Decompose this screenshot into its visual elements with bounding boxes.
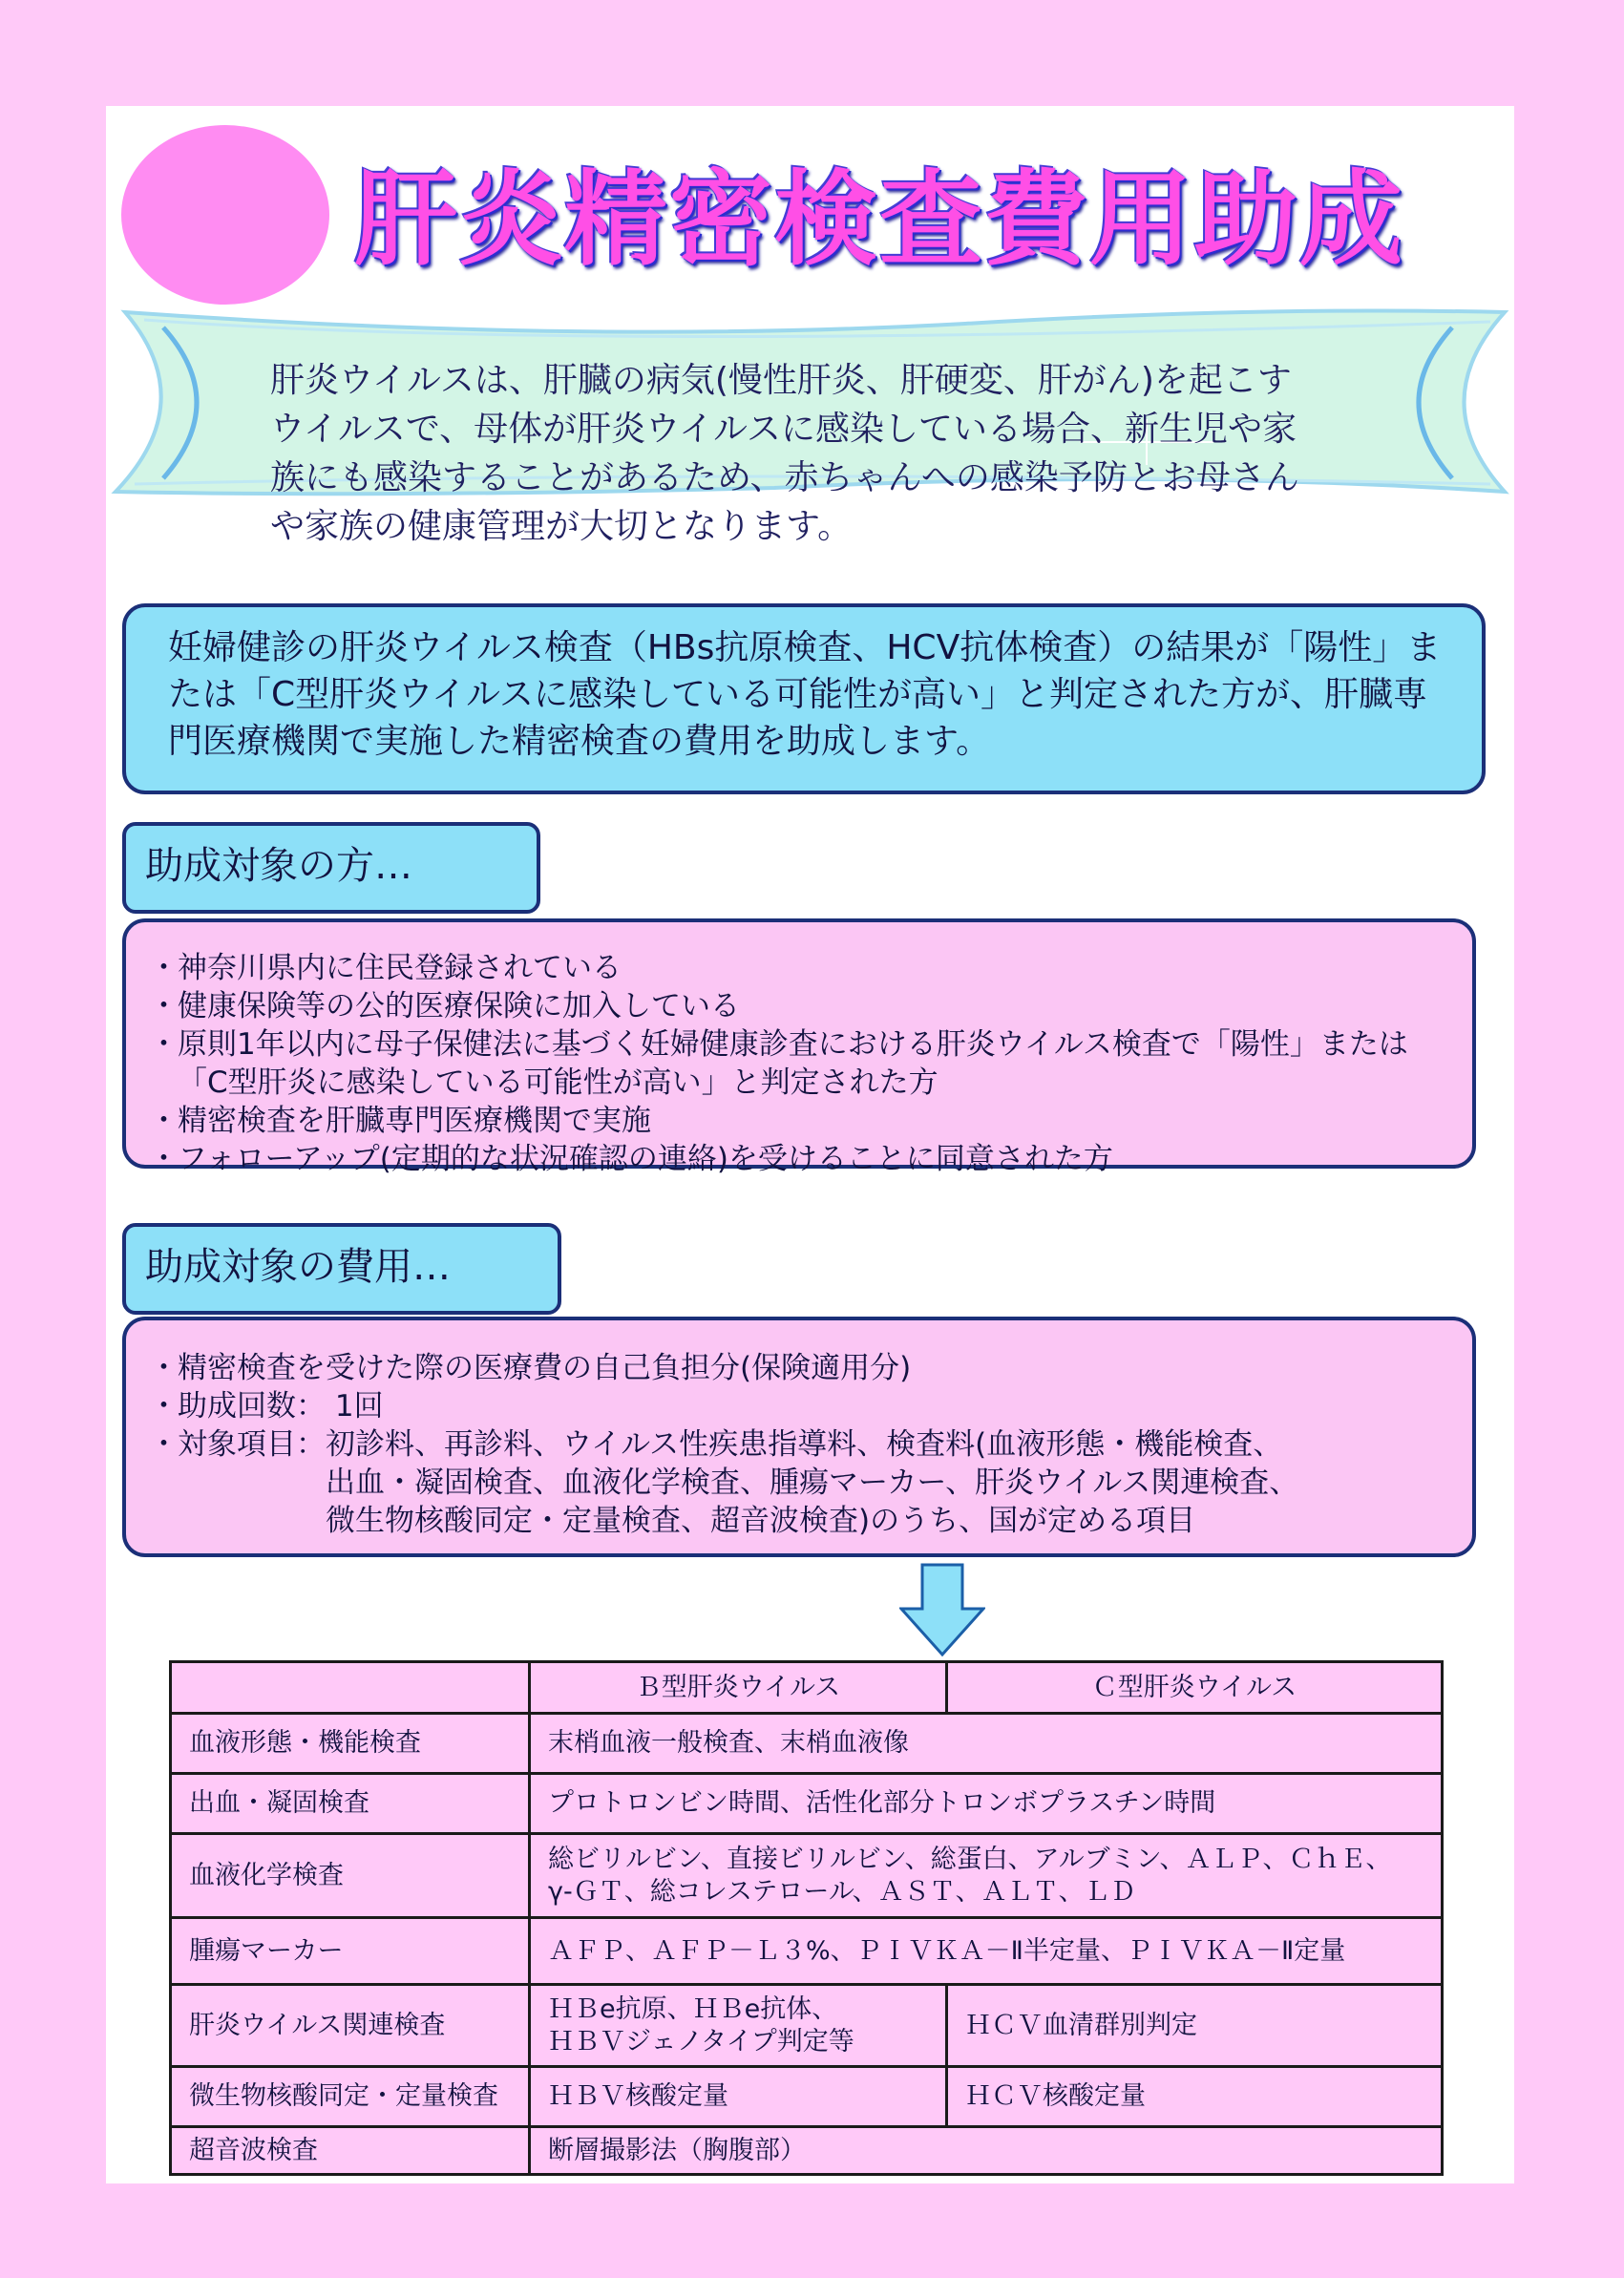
row-value: 断層撮影法（胸腹部） bbox=[530, 2127, 1443, 2175]
row-value: プロトロンビン時間、活性化部分トロンボプラスチン時間 bbox=[530, 1774, 1443, 1834]
row-value-line: 総ビリルビン、直接ビリルビン、総蛋白、アルブミン、ＡＬＰ、ＣｈＥ、 bbox=[548, 1844, 1392, 1874]
row-value-b: ＨＢＶ核酸定量 bbox=[530, 2067, 947, 2127]
eligible-item bbox=[149, 1025, 1453, 1102]
exam-items-table bbox=[169, 1660, 1444, 2176]
row-value-b bbox=[530, 1985, 947, 2067]
table-header-cell: Ｃ型肝炎ウイルス bbox=[947, 1662, 1443, 1714]
target-line: 出血・凝固検査、血液化学検査、腫瘍マーカー、肝炎ウイルス関連検査、 bbox=[326, 1466, 1299, 1500]
table-row bbox=[171, 1774, 1443, 1834]
target-values bbox=[326, 1425, 1298, 1540]
target-line: 初診料、再診料、ウイルス性疾患指導料、検査料(血液形態・機能検査、 bbox=[326, 1427, 1283, 1462]
decorative-circle bbox=[121, 125, 329, 305]
row-value: ＡＦＰ、ＡＦＰ－Ｌ３%、ＰＩＶＫＡ－Ⅱ半定量、ＰＩＶＫＡ－Ⅱ定量 bbox=[530, 1918, 1443, 1985]
row-value-c: ＨＣＶ核酸定量 bbox=[947, 2067, 1443, 2127]
row-label: 肝炎ウイルス関連検査 bbox=[171, 1985, 530, 2067]
eligible-item: ・ 精密検査を肝臓専門医療機関で実施 bbox=[149, 1102, 1453, 1140]
eligible-item: ・ フォローアップ(定期的な状況確認の連絡)を受けることに同意された方 bbox=[149, 1140, 1453, 1178]
cost-item bbox=[149, 1387, 1453, 1425]
flyer-page bbox=[106, 106, 1514, 2183]
table-header-cell: Ｂ型肝炎ウイルス bbox=[530, 1662, 947, 1714]
row-value-line: ＨＢe抗原、ＨＢe抗体、 bbox=[548, 1993, 838, 2024]
target-label: ・ 対象項目： bbox=[178, 1427, 326, 1462]
row-label: 出血・凝固検査 bbox=[171, 1774, 530, 1834]
eligible-item-continuation: 「C型肝炎に感染している可能性が高い」と判定された方 bbox=[178, 1065, 939, 1100]
table-row bbox=[171, 2067, 1443, 2127]
eligible-heading bbox=[122, 822, 540, 914]
summary-box bbox=[122, 603, 1486, 794]
table-row bbox=[171, 1834, 1443, 1918]
costs-box bbox=[122, 1317, 1476, 1557]
row-value-c: ＨＣＶ血清群別判定 bbox=[947, 1985, 1443, 2067]
row-value bbox=[530, 1834, 1443, 1918]
table-row bbox=[171, 1918, 1443, 1985]
row-value-line: ＨＢＶジェノタイプ判定等 bbox=[548, 2026, 854, 2057]
cost-item bbox=[149, 1425, 1453, 1540]
page-title: 肝炎精密検査費用助成 bbox=[354, 160, 1405, 280]
row-value: 末梢血液一般検査、末梢血液像 bbox=[530, 1714, 1443, 1774]
row-value-line: γ-ＧＴ、総コレステロール、ＡＳＴ、ＡＬＴ、ＬＤ bbox=[548, 1876, 1136, 1907]
table-header-row bbox=[171, 1662, 1443, 1714]
row-label: 微生物核酸同定・定量検査 bbox=[171, 2067, 530, 2127]
target-line: 微生物核酸同定・定量検査、超音波検査)のうち、国が定める項目 bbox=[326, 1504, 1196, 1538]
count-label: 助成回数： bbox=[178, 1389, 326, 1424]
table-header-cell bbox=[171, 1662, 530, 1714]
eligible-item: ・ 神奈川県内に住民登録されている bbox=[149, 949, 1453, 987]
row-label: 腫瘍マーカー bbox=[171, 1918, 530, 1985]
cost-item: ・ 精密検査を受けた際の医療費の自己負担分(保険適用分) bbox=[149, 1349, 1453, 1387]
costs-heading-text: 助成対象の費用… bbox=[145, 1245, 451, 1289]
row-label: 血液形態・機能検査 bbox=[171, 1714, 530, 1774]
eligible-heading-text: 助成対象の方… bbox=[145, 844, 412, 888]
intro-text: 肝炎ウイルスは、肝臓の病気(慢性肝炎、肝硬変、肝がん)を起こすウイルスで、母体が肝炎ウイルスに感染している場合、新生児や家族にも感染することがあるため、赤ちゃんへの感染予防とお母さんや家族の健康管理が大切となります。 bbox=[270, 361, 1299, 546]
table-row bbox=[171, 1714, 1443, 1774]
eligible-item: ・ 健康保険等の公的医療保険に加入している bbox=[149, 987, 1453, 1025]
eligible-item-text: 原則1年以内に母子保健法に基づく妊婦健康診査における肝炎ウイルス検査で「陽性」または bbox=[178, 1027, 1408, 1062]
down-arrow-icon bbox=[899, 1563, 985, 1656]
table-row bbox=[171, 2127, 1443, 2175]
row-label: 血液化学検査 bbox=[171, 1834, 530, 1918]
row-label: 超音波検査 bbox=[171, 2127, 530, 2175]
count-value: 1回 bbox=[334, 1389, 384, 1424]
table-row bbox=[171, 1985, 1443, 2067]
eligible-box bbox=[122, 918, 1476, 1176]
costs-heading bbox=[122, 1223, 561, 1315]
summary-text: 妊婦健診の肝炎ウイルス検査（HBs抗原検査、HCV抗体検査）の結果が「陽性」または「C型肝炎ウイルスに感染している可能性が高い」と判定された方が、肝臓専門医療機関で実施した精密検査の費用を助成します。 bbox=[168, 628, 1442, 761]
